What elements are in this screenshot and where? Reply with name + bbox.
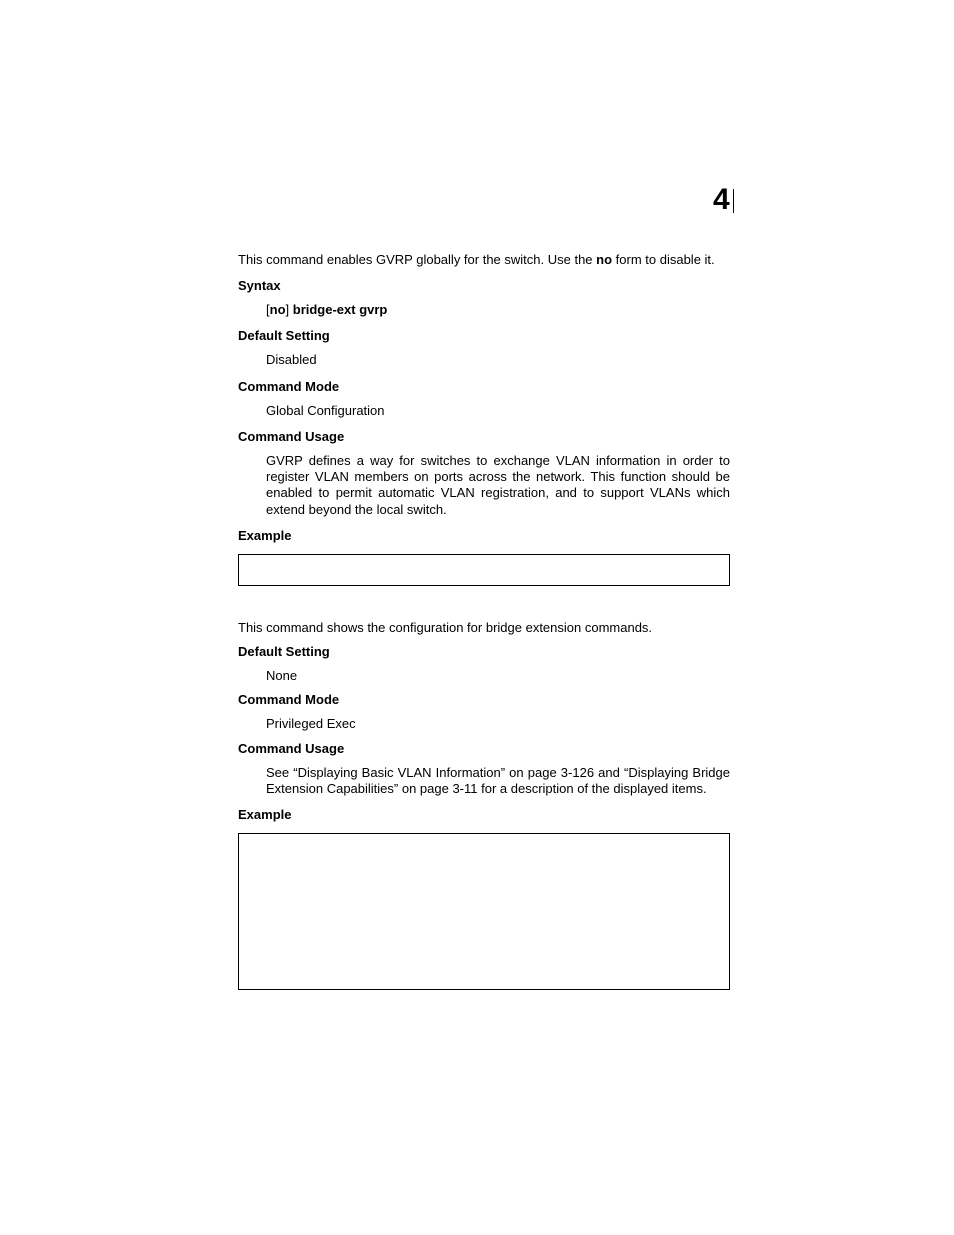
example-heading: Example — [238, 528, 292, 544]
section-show-bridge-ext — [238, 620, 730, 990]
syntax-text: [no] bridge-ext gvrp — [266, 302, 388, 317]
chapter-tab — [713, 183, 734, 216]
syntax-heading: Syntax — [238, 278, 281, 293]
command-usage-text: See “Displaying Basic VLAN Information” on page 3-126 and “Displaying Bridge Extension Capabilities” on page 3-11 for a description of the displayed items. — [266, 764, 730, 796]
default-setting-heading: Default Setting — [238, 644, 330, 660]
section-bridge-ext-gvrp — [238, 252, 730, 586]
default-setting-heading: Default Setting — [238, 328, 330, 344]
command-usage-heading: Command Usage — [238, 428, 345, 444]
chapter-number: 4 — [713, 183, 730, 216]
example-heading: Example — [238, 807, 292, 823]
default-setting-value: Disabled — [266, 352, 317, 368]
example-code-box — [238, 554, 730, 586]
page-content — [238, 252, 730, 990]
command-mode-value: Global Configuration — [266, 402, 385, 418]
command-usage-heading: Command Usage — [238, 740, 345, 756]
default-setting-value: None — [266, 668, 298, 684]
command-mode-heading: Command Mode — [238, 378, 340, 394]
gvrp-intro: This command enables GVRP globally for the switch. Use the no form to disable it. — [238, 252, 715, 267]
command-usage-text: GVRP defines a way for switches to exchange VLAN information in order to register VLAN members on ports across the network. This function should be enabled to permit automatic VLAN registration, and to support VLANs which extend beyond the local switch. — [266, 452, 730, 517]
show-bridge-ext-intro: This command shows the configuration for bridge extension commands. — [238, 620, 653, 636]
command-mode-value: Privileged Exec — [266, 716, 356, 732]
example-code-box — [238, 833, 730, 990]
chapter-bar — [733, 189, 734, 213]
command-mode-heading: Command Mode — [238, 692, 340, 708]
